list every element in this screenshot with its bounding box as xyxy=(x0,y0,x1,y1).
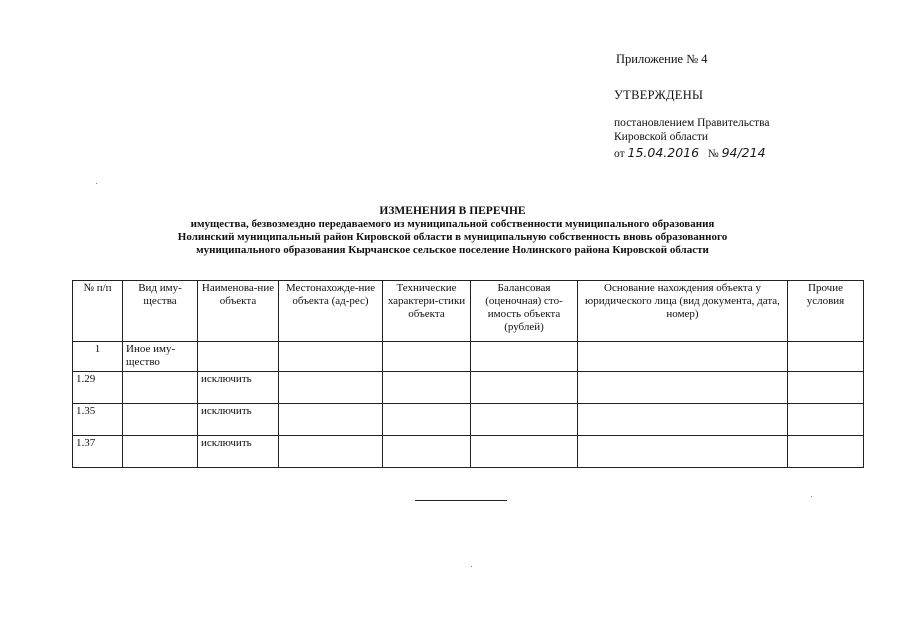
table-cell: исключить xyxy=(198,404,279,436)
table-row xyxy=(73,436,864,468)
title-line-1: имущества, безвозмездно передаваемого из муниципальной собственности муниципального образования xyxy=(190,218,715,230)
table-row xyxy=(73,404,864,436)
approved-label: УТВЕРЖДЕНЫ xyxy=(614,88,704,102)
table-cell xyxy=(383,404,471,436)
property-changes-table xyxy=(72,280,864,468)
table-cell xyxy=(471,436,578,468)
table-cell xyxy=(383,436,471,468)
table-cell xyxy=(383,342,471,372)
table-cell xyxy=(123,372,198,404)
table-cell xyxy=(788,342,864,372)
table-row xyxy=(73,342,864,372)
header-cell: Технические характери-стики объекта xyxy=(383,281,471,342)
header-cell: Прочие условия xyxy=(788,281,864,342)
scan-speck xyxy=(811,496,812,497)
table-cell xyxy=(578,372,788,404)
table-cell xyxy=(383,372,471,404)
decree-line-1: постановлением Правительства xyxy=(614,117,770,129)
scan-speck xyxy=(96,183,97,184)
appendix-label: Приложение № 4 xyxy=(616,52,708,66)
header-cell: Местонахожде-ние объекта (ад-рес) xyxy=(279,281,383,342)
decree-number-sign: № xyxy=(707,148,719,160)
document-title: ИЗМЕНЕНИЯ В ПЕРЕЧНЕ xyxy=(379,205,526,217)
table-cell xyxy=(123,404,198,436)
header-cell: Балансовая (оценочная) сто-имость объекта (рублей) xyxy=(471,281,578,342)
decree-date: 15.04.2016 xyxy=(627,145,700,160)
table-cell: исключить xyxy=(198,372,279,404)
table-cell xyxy=(578,436,788,468)
table-cell: 1.37 xyxy=(73,436,123,468)
decree-from-label: от xyxy=(614,148,625,160)
table-cell: 1 xyxy=(73,342,123,372)
table-cell: исключить xyxy=(198,436,279,468)
table-cell xyxy=(279,342,383,372)
table-cell xyxy=(123,436,198,468)
header-cell: Вид иму-щества xyxy=(123,281,198,342)
title-line-3: муниципального образования Кырчанское сельское поселение Нолинского района Кировской области xyxy=(196,244,709,256)
table-cell xyxy=(578,404,788,436)
table-cell: 1.29 xyxy=(73,372,123,404)
table-header-row xyxy=(73,281,864,342)
table-cell xyxy=(279,372,383,404)
table-cell xyxy=(788,436,864,468)
table-row xyxy=(73,372,864,404)
decree-date-line xyxy=(614,146,766,161)
decree-line-2: Кировской области xyxy=(614,131,709,143)
table-cell xyxy=(471,372,578,404)
table-cell xyxy=(788,404,864,436)
title-line-2: Нолинский муниципальный район Кировской области в муниципальную собственность вновь образованного xyxy=(177,231,728,243)
table-cell: Иное иму-щество xyxy=(123,342,198,372)
table-cell xyxy=(471,342,578,372)
table-cell xyxy=(471,404,578,436)
table-cell xyxy=(578,342,788,372)
decree-number: 94/214 xyxy=(721,145,766,160)
end-divider xyxy=(415,500,507,501)
header-cell: № п/п xyxy=(73,281,123,342)
scan-speck xyxy=(471,566,472,567)
table-cell xyxy=(279,436,383,468)
table-cell xyxy=(279,404,383,436)
header-cell: Наименова-ние объекта xyxy=(198,281,279,342)
table-cell xyxy=(788,372,864,404)
table-cell: 1.35 xyxy=(73,404,123,436)
table-cell xyxy=(198,342,279,372)
header-cell: Основание нахождения объекта у юридического лица (вид документа, дата, номер) xyxy=(578,281,788,342)
